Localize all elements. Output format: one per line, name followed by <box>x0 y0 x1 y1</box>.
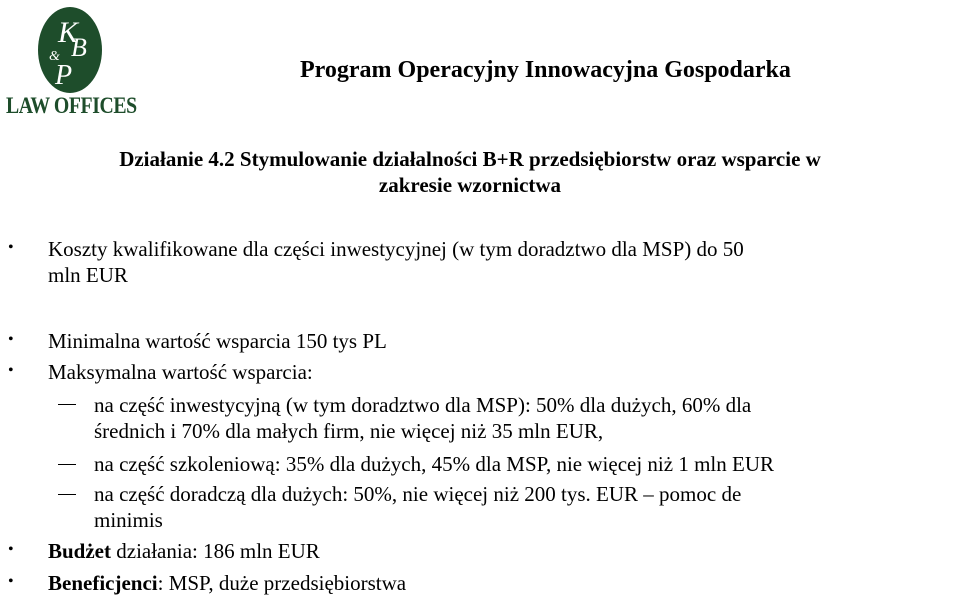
dash-marker <box>58 404 76 405</box>
action-title-line-1: Działanie 4.2 Stymulowanie działalności B+R przedsiębiorstw oraz wsparcie w <box>119 147 821 171</box>
bullet-maximum-support: Maksymalna wartość wsparcia: <box>48 360 313 384</box>
action-title <box>40 146 900 198</box>
logo-text: LAW OFFICES <box>6 93 137 118</box>
bullet-marker: • <box>8 573 14 590</box>
budget-value: działania: 186 mln EUR <box>111 539 320 563</box>
bullet-marker: • <box>8 362 14 379</box>
beneficiaries-value: : MSP, duże przedsiębiorstwa <box>157 571 407 595</box>
program-title: Program Operacyjny Innowacyjna Gospodarka <box>300 57 791 83</box>
action-title-line-2: zakresie wzornictwa <box>378 173 562 197</box>
svg-text:P: P <box>55 60 73 91</box>
bullet-budget <box>48 538 320 564</box>
bullet-marker: • <box>8 541 14 558</box>
sub-item-consulting-line-2: minimis <box>94 508 163 532</box>
bullet-marker: • <box>8 331 14 348</box>
bullet-eligible-costs-line-1: Koszty kwalifikowane dla części inwestycyjnej (w tym doradztwo dla MSP) do 50 <box>48 237 744 261</box>
bullet-beneficiaries <box>48 570 406 596</box>
dash-marker <box>58 494 76 495</box>
budget-label: Budżet <box>48 539 111 563</box>
dash-marker <box>58 464 76 465</box>
law-offices-logo <box>4 4 138 120</box>
bullet-eligible-costs-line-2: mln EUR <box>48 263 128 287</box>
bullet-marker: • <box>8 239 14 256</box>
sub-item-training: na część szkoleniową: 35% dla dużych, 45% dla MSP, nie więcej niż 1 mln EUR <box>94 452 774 476</box>
svg-text:B: B <box>71 33 87 62</box>
sub-item-consulting-line-1: na część doradczą dla dużych: 50%, nie więcej niż 200 tys. EUR – pomoc de <box>94 482 742 506</box>
kbp-monogram-icon <box>37 6 103 94</box>
bullet-minimum-support: Minimalna wartość wsparcia 150 tys PL <box>48 329 387 353</box>
beneficiaries-label: Beneficjenci <box>48 571 158 595</box>
svg-text:&: & <box>49 49 60 64</box>
sub-item-investment-line-2: średnich i 70% dla małych firm, nie więcej niż 35 mln EUR, <box>94 419 604 443</box>
sub-item-investment-line-1: na część inwestycyjną (w tym doradztwo dla MSP): 50% dla dużych, 60% dla <box>94 393 752 417</box>
svg-text:K: K <box>58 16 79 49</box>
